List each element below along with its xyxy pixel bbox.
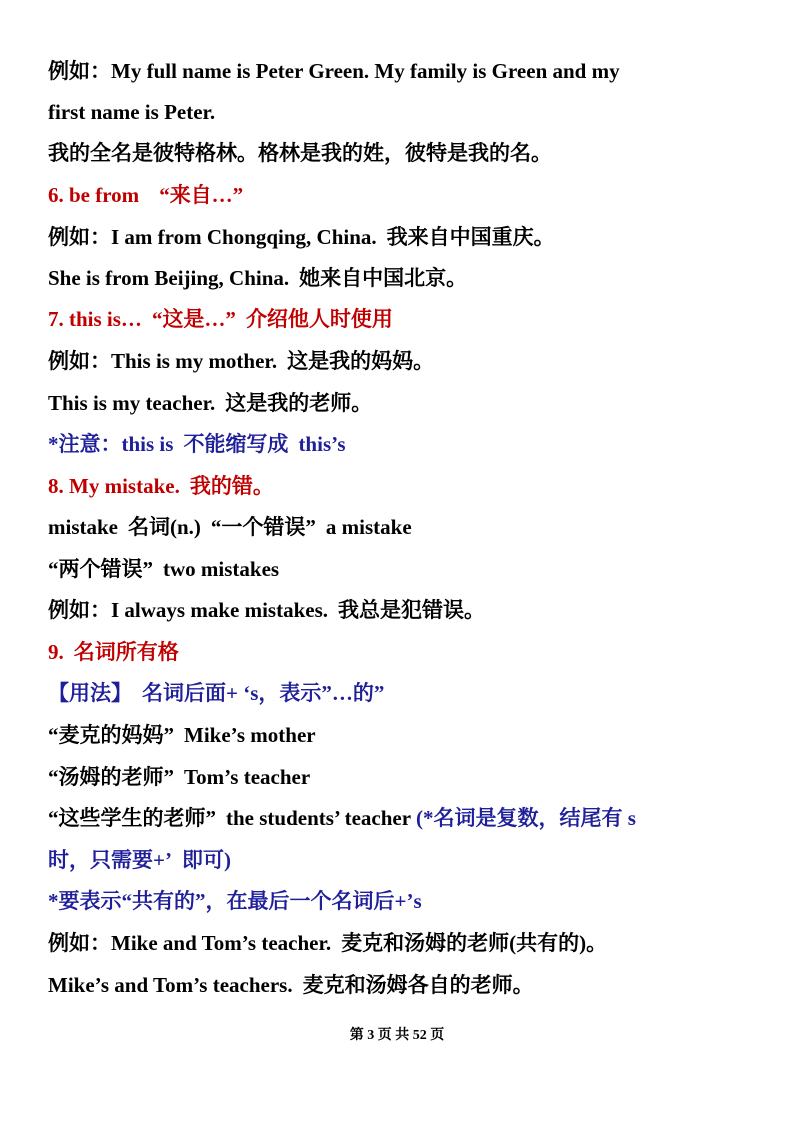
english: She is from Beijing, China. — [48, 266, 290, 290]
meaning: “一个错误” — [210, 515, 316, 539]
chinese: “汤姆的老师” — [48, 765, 174, 789]
english: 例如：I always make mistakes. — [48, 598, 329, 622]
heading-number: 6. be from — [48, 183, 140, 207]
plural-note-continued — [48, 845, 231, 875]
note-text: *要表示“共有的”，在最后一个名词后+’s — [48, 889, 422, 913]
heading-this-is — [48, 304, 393, 334]
english: 例如：I am from Chongqing, China. — [48, 225, 377, 249]
chinese: 她来自中国北京。 — [299, 266, 468, 290]
note-start: 时，只需要+’ — [48, 848, 172, 872]
heading-meaning: “这是…” — [151, 307, 236, 331]
usage-label: 【用法】 — [48, 681, 132, 705]
page-number: 第 3 页 共 52 页 — [349, 1028, 445, 1043]
chinese: 我来自中国重庆。 — [386, 225, 555, 249]
chinese: “麦克的妈妈” — [48, 723, 174, 747]
chinese: 麦克和汤姆各自的老师。 — [302, 973, 534, 997]
part-of-speech: 名词(n.) — [128, 515, 201, 539]
heading-number: 9. — [48, 640, 64, 664]
note-middle: 不能缩写成 — [183, 432, 289, 456]
heading-meaning: 我的错。 — [189, 474, 274, 498]
example-toms-teacher — [48, 762, 310, 792]
mistake-definition — [48, 512, 412, 542]
english: 例如：This is my mother. — [48, 349, 278, 373]
heading-possessive — [48, 637, 179, 667]
heading-meaning: “来自…” — [159, 183, 244, 207]
example-mistakes — [48, 595, 485, 625]
english: Tom’s teacher — [184, 765, 311, 789]
word: mistake — [48, 515, 118, 539]
meaning: “两个错误” — [48, 557, 153, 581]
heading-number: 8. My mistake. — [48, 474, 180, 498]
text: first name is Peter. — [48, 100, 216, 124]
note-end: this’s — [298, 432, 346, 456]
example-full-name — [48, 56, 620, 86]
note-start: *注意：this is — [48, 432, 174, 456]
heading-be-from — [48, 180, 243, 210]
english: two mistakes — [163, 557, 280, 581]
translation-full-name — [48, 138, 552, 168]
english: Mike’s mother — [184, 723, 316, 747]
chinese: 麦克和汤姆的老师(共有的)。 — [341, 931, 608, 955]
example-mikes-mother — [48, 720, 316, 750]
example-shared-teacher — [48, 928, 607, 958]
chinese: “这些学生的老师” — [48, 806, 216, 830]
chinese: 我总是犯错误。 — [338, 598, 486, 622]
example-chongqing — [48, 222, 555, 252]
plural-note: (*名词是复数，结尾有 s — [415, 806, 636, 830]
text: 我的全名是彼特格林。格林是我的姓，彼特是我的名。 — [48, 141, 552, 165]
example-beijing — [48, 263, 467, 293]
text: 例如：My full name is Peter Green. My family is Green and my — [48, 59, 620, 83]
english: Mike’s and Tom’s teachers. — [48, 973, 293, 997]
page-footer — [0, 1026, 794, 1046]
english: a mistake — [325, 515, 412, 539]
usage-text: 名词后面+ ‘s，表示”…的” — [142, 681, 385, 705]
example-students-teacher — [48, 803, 636, 833]
english: the students’ teacher — [226, 806, 411, 830]
chinese: 这是我的妈妈。 — [287, 349, 435, 373]
heading-number: 7. this is… — [48, 307, 142, 331]
mistake-plural — [48, 554, 279, 584]
note-no-contraction — [48, 429, 346, 459]
usage-possessive — [48, 678, 384, 708]
chinese: 这是我的老师。 — [225, 391, 373, 415]
example-teacher — [48, 388, 372, 418]
english: This is my teacher. — [48, 391, 216, 415]
heading-usage: 介绍他人时使用 — [245, 307, 393, 331]
heading-title: 名词所有格 — [73, 640, 179, 664]
example-first-name — [48, 97, 215, 127]
english: 例如：Mike and Tom’s teacher. — [48, 931, 332, 955]
example-mother — [48, 346, 434, 376]
example-separate-teachers — [48, 970, 534, 1000]
note-end: 即可) — [181, 848, 231, 872]
heading-my-mistake — [48, 471, 274, 501]
note-shared-possession — [48, 886, 422, 916]
